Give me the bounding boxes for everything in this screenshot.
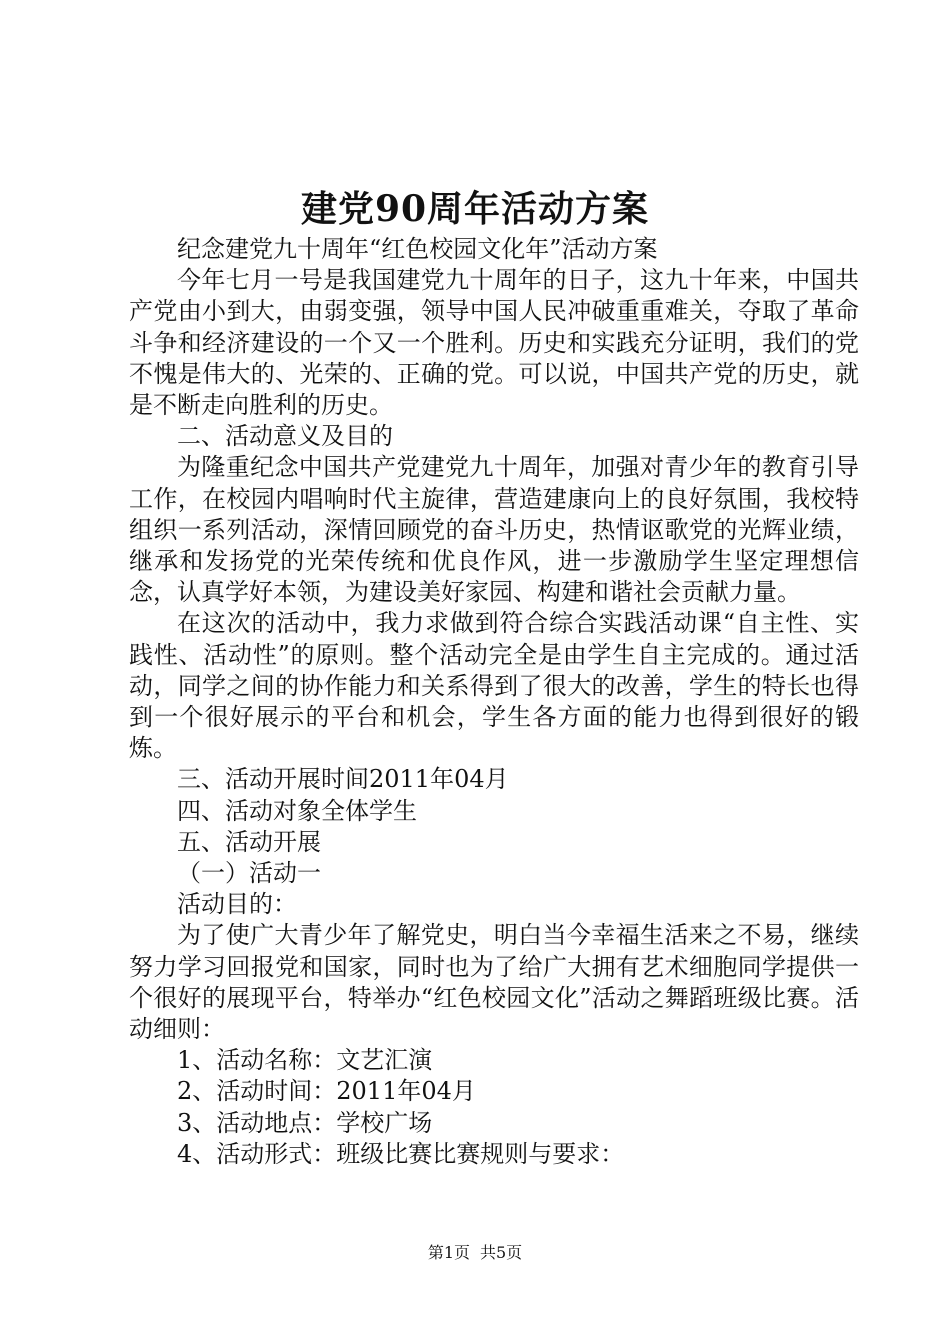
subsection-heading-activity-one: （一）活动一 (177, 859, 321, 888)
paragraph-purpose: 为隆重纪念中国共产党建党九十周年，加强对青少年的教育引导工作，在校园内唱响时代主旋律，营造建康向上的良好氛围，我校特组织一系列活动，深情回顾党的奋斗历史，热情讴歌党的光辉业绩，继承和发扬党的光荣传统和优良作风，进一步激励学生坚定理想信念，认真学好本领，为建设美好家园、构建和谐社会贡献力量。 (129, 453, 859, 607)
section-heading-time: 三、活动开展时间2011年04月 (177, 765, 509, 794)
list-item-activity-format: 4、活动形式：班级比赛比赛规则与要求： (177, 1139, 625, 1168)
label-activity-goal: 活动目的： (177, 890, 297, 919)
page-total: 共5页 (480, 1243, 523, 1262)
paragraph-activity-goal: 为了使广大青少年了解党史，明白当今幸福生活来之不易，继续努力学习回报党和国家，同时也为了给广大拥有艺术细胞同学提供一个很好的展现平台，特举办“红色校园文化”活动之舞蹈班级比赛。活动细则： (129, 921, 859, 1044)
section-heading-target: 四、活动对象全体学生 (177, 796, 417, 825)
document-title: 建党90周年活动方案 (300, 188, 650, 230)
document-body (129, 234, 859, 1170)
page-footer (0, 1242, 950, 1264)
page-number: 第1页 (427, 1243, 470, 1262)
list-item-activity-name: 1、活动名称：文艺汇演 (177, 1046, 433, 1075)
section-heading-activities: 五、活动开展 (177, 827, 321, 856)
section-heading-purpose: 二、活动意义及目的 (177, 422, 393, 451)
paragraph-subtitle: 纪念建党九十周年“红色校园文化年”活动方案 (177, 235, 658, 263)
list-item-activity-location: 3、活动地点：学校广场 (177, 1108, 433, 1137)
paragraph-intro: 今年七月一号是我国建党九十周年的日子，这九十年来，中国共产党由小到大，由弱变强，领导中国人民冲破重重难关，夺取了革命斗争和经济建设的一个又一个胜利。历史和实践充分证明，我们的党不愧是伟大的、光荣的、正确的党。可以说，中国共产党的历史，就是不断走向胜利的历史。 (129, 266, 859, 420)
paragraph-principle: 在这次的活动中，我力求做到符合综合实践活动课“自主性、实践性、活动性”的原则。整个活动完全是由学生自主完成的。通过活动，同学之间的协作能力和关系得到了很大的改善，学生的特长也得到一个很好展示的平台和机会，学生各方面的能力也得到很好的锻炼。 (129, 609, 859, 763)
list-item-activity-time: 2、活动时间：2011年04月 (177, 1077, 476, 1106)
